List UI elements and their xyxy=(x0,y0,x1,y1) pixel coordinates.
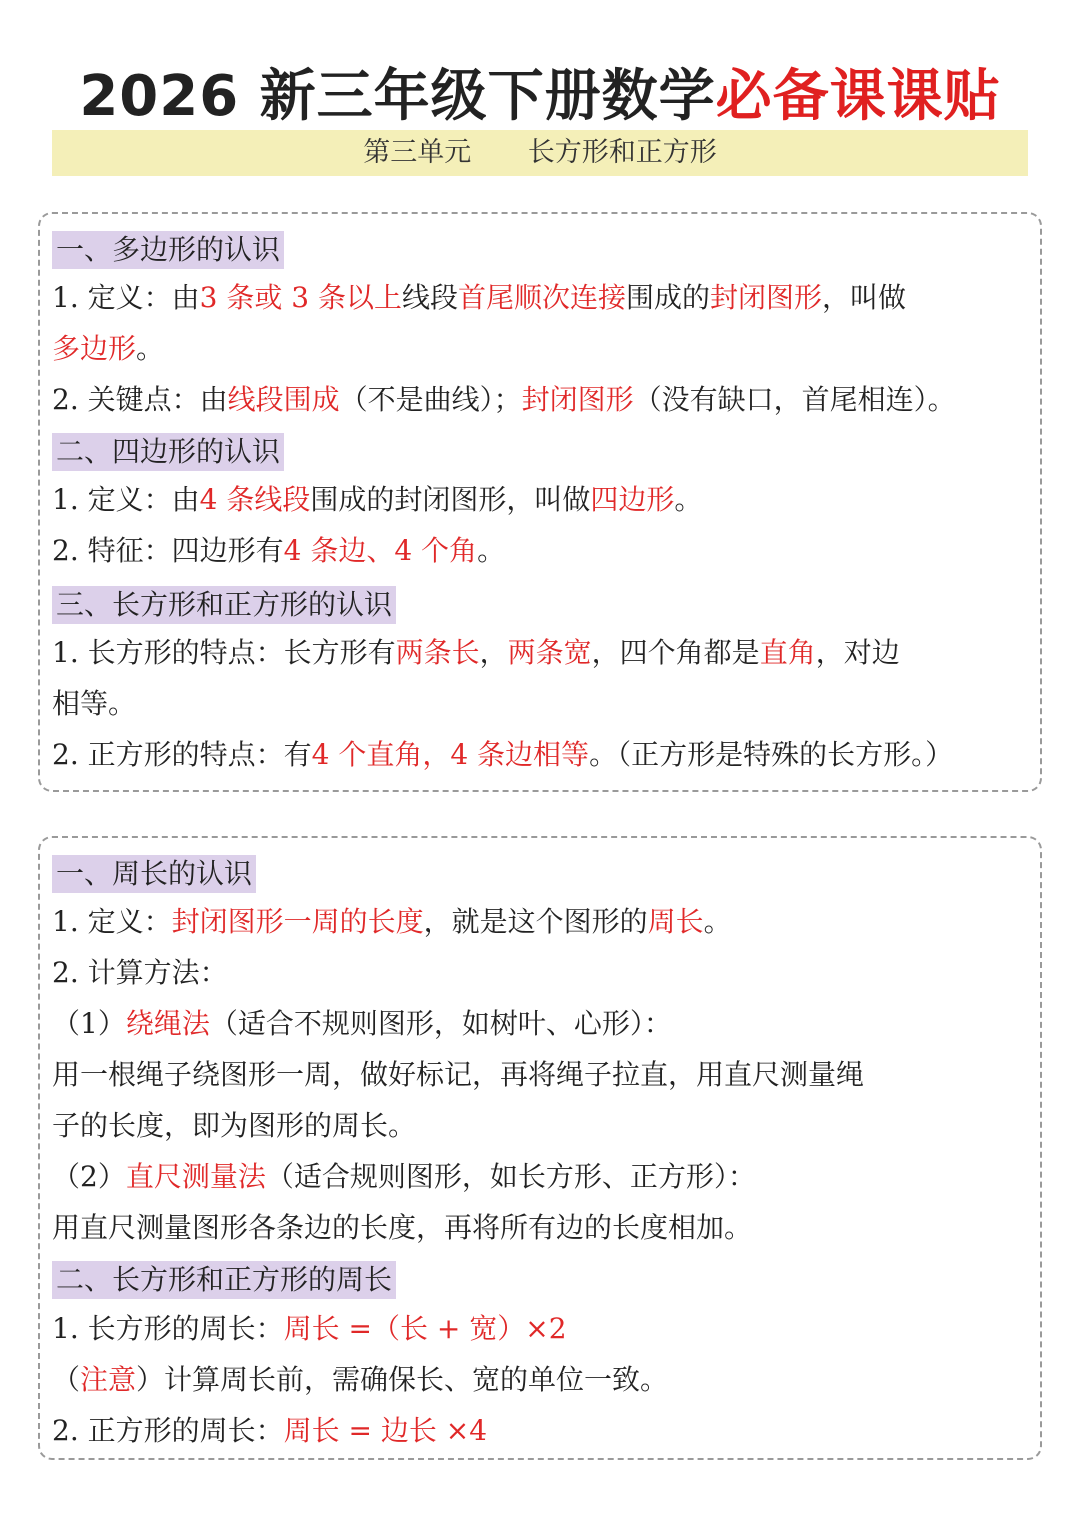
method-ruler: （2）直尺测量法（适合规则图形，如长方形、正方形）： xyxy=(52,1160,756,1193)
rectangle-features: 1. 长方形的特点：长方形有两条长，两条宽，四个角都是直角，对边 xyxy=(52,636,900,669)
rectangle-perimeter: 1. 长方形的周长：周长 =（长 + 宽）×2 xyxy=(52,1312,567,1345)
rectangle-features-cont: 相等。 xyxy=(52,687,137,720)
heading-rect-square-perimeter: 二、长方形和正方形的周长 xyxy=(52,1258,396,1302)
method-rope-desc: 用一根绳子绕图形一周，做好标记，再将绳子拉直，用直尺测量绳 xyxy=(52,1058,865,1091)
quadrilateral-features: 2. 特征：四边形有4 条边、4 个角。 xyxy=(52,534,506,567)
square-features: 2. 正方形的特点：有4 个直角，4 条边相等。（正方形是特殊的长方形。） xyxy=(52,738,954,771)
unit-topic: 长方形和正方形 xyxy=(527,137,717,168)
unit-label: 第三单元 xyxy=(363,137,472,168)
method-rope-desc-cont: 子的长度，即为图形的周长。 xyxy=(52,1109,417,1142)
quadrilateral-definition: 1. 定义：由4 条线段围成的封闭图形，叫做四边形。 xyxy=(52,483,703,516)
heading-quadrilateral: 二、四边形的认识 xyxy=(52,430,284,474)
polygon-definition-cont: 多边形。 xyxy=(52,332,165,365)
method-ruler-desc: 用直尺测量图形各条边的长度，再将所有边的长度相加。 xyxy=(52,1211,753,1244)
heading-polygon: 一、多边形的认识 xyxy=(52,228,284,272)
polygon-definition: 1. 定义：由3 条或 3 条以上线段首尾顺次连接围成的封闭图形，叫做 xyxy=(52,281,907,314)
title-main: 2026 新三年级下册数学 xyxy=(79,64,716,129)
heading-perimeter: 一、周长的认识 xyxy=(52,852,256,896)
subtitle-bar xyxy=(52,130,1028,176)
title-highlight: 必备课课贴 xyxy=(715,64,1001,129)
method-rope: （1）绕绳法（适合不规则图形，如树叶、心形）： xyxy=(52,1007,672,1040)
perimeter-definition: 1. 定义：封闭图形一周的长度，就是这个图形的周长。 xyxy=(52,905,732,938)
perimeter-note: （注意）计算周长前，需确保长、宽的单位一致。 xyxy=(52,1363,669,1396)
page-title xyxy=(0,52,1080,132)
polygon-key-points: 2. 关键点：由线段围成（不是曲线）；封闭图形（没有缺口，首尾相连）。 xyxy=(52,383,956,416)
square-perimeter: 2. 正方形的周长：周长 = 边长 ×4 xyxy=(52,1414,488,1447)
heading-rect-square: 三、长方形和正方形的认识 xyxy=(52,583,396,627)
method-title: 2. 计算方法： xyxy=(52,956,228,989)
